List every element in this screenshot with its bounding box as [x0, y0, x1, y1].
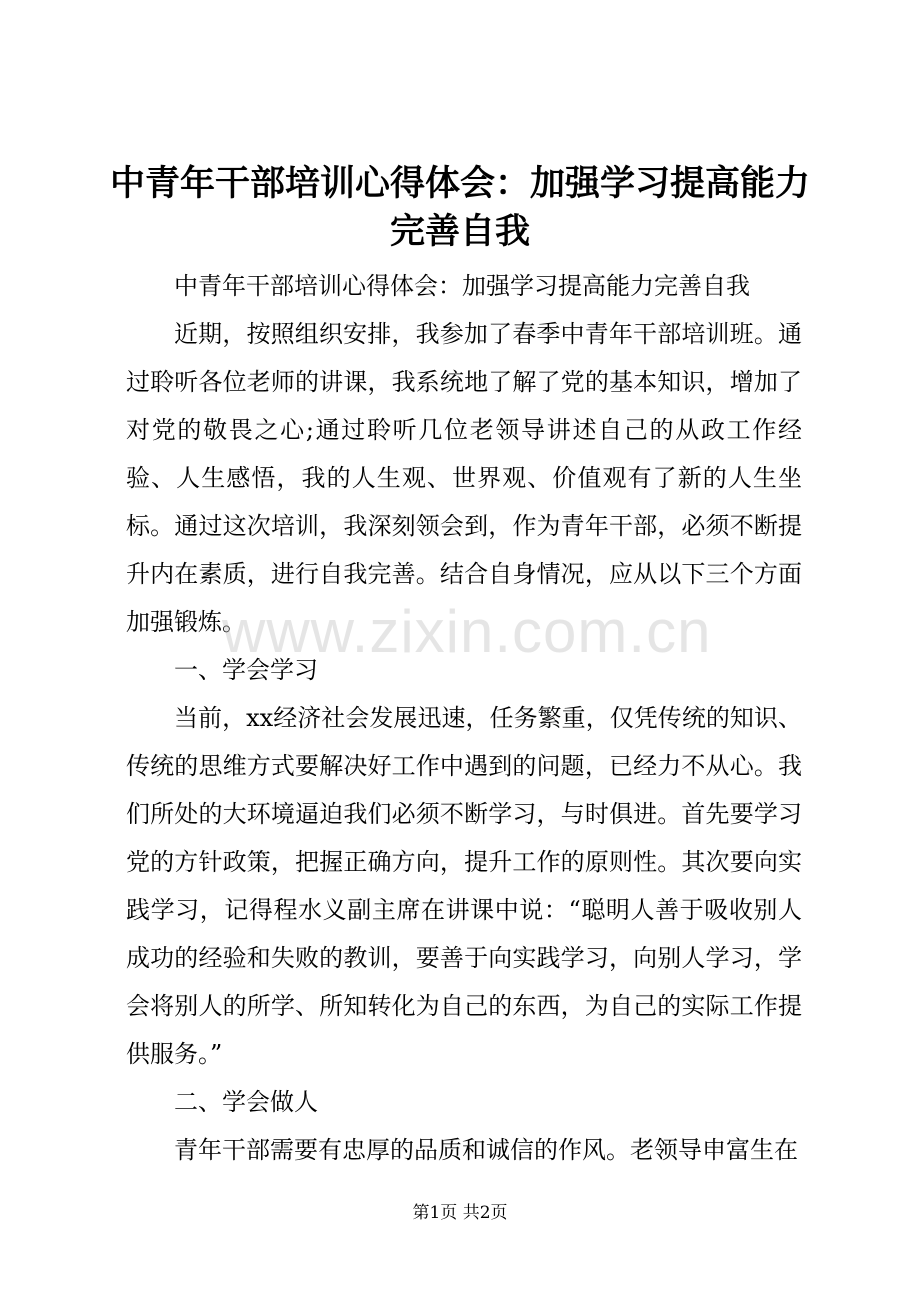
document-body [126, 262, 802, 1174]
paragraph-section-2: 青年干部需要有忠厚的品质和诚信的作风。老领导申富生在 [174, 1136, 798, 1164]
page-footer: 第1页 共2页 [412, 1203, 508, 1223]
paragraph-intro: 近期，按照组织安排，我参加了春季中青年干部培训班。通过聆听各位老师的讲课，我系统地了解了党的基本知识，增加了对党的敬畏之心;通过聆听几位老领导讲述自己的从政工作经验、人生感悟，我的人生观、世界观、价值观有了新的人生坐标。通过这次培训，我深刻领会到，作为青年干部，必须不断提升内在素质，进行自我完善。结合自身情况，应从以下三个方面加强锻炼。 [126, 320, 802, 636]
section-heading-1: 一、学会学习 [174, 656, 318, 684]
paragraph-section-1: 当前，xx经济社会发展迅速，任务繁重，仅凭传统的知识、传统的思维方式要解决好工作中遇到的问题，已经力不从心。我们所处的大环境逼迫我们必须不断学习，与时俱进。首先要学习党的方针政策，把握正确方向，提升工作的原则性。其次要向实践学习，记得程水义副主席在讲课中说：“聪明人善于吸收别人成功的经验和失败的教训，要善于向实践学习，向别人学习，学会将别人的所学、所知转化为自己的东西，为自己的实际工作提供服务。” [126, 704, 802, 1068]
document-title: 中青年干部培训心得体会：加强学习提高能力完善自我 [110, 163, 811, 252]
paragraph-subtitle: 中青年干部培训心得体会：加强学习提高能力完善自我 [174, 272, 750, 300]
watermark: www.zixin.com.cn [222, 598, 712, 665]
section-heading-2: 二、学会做人 [174, 1088, 318, 1116]
